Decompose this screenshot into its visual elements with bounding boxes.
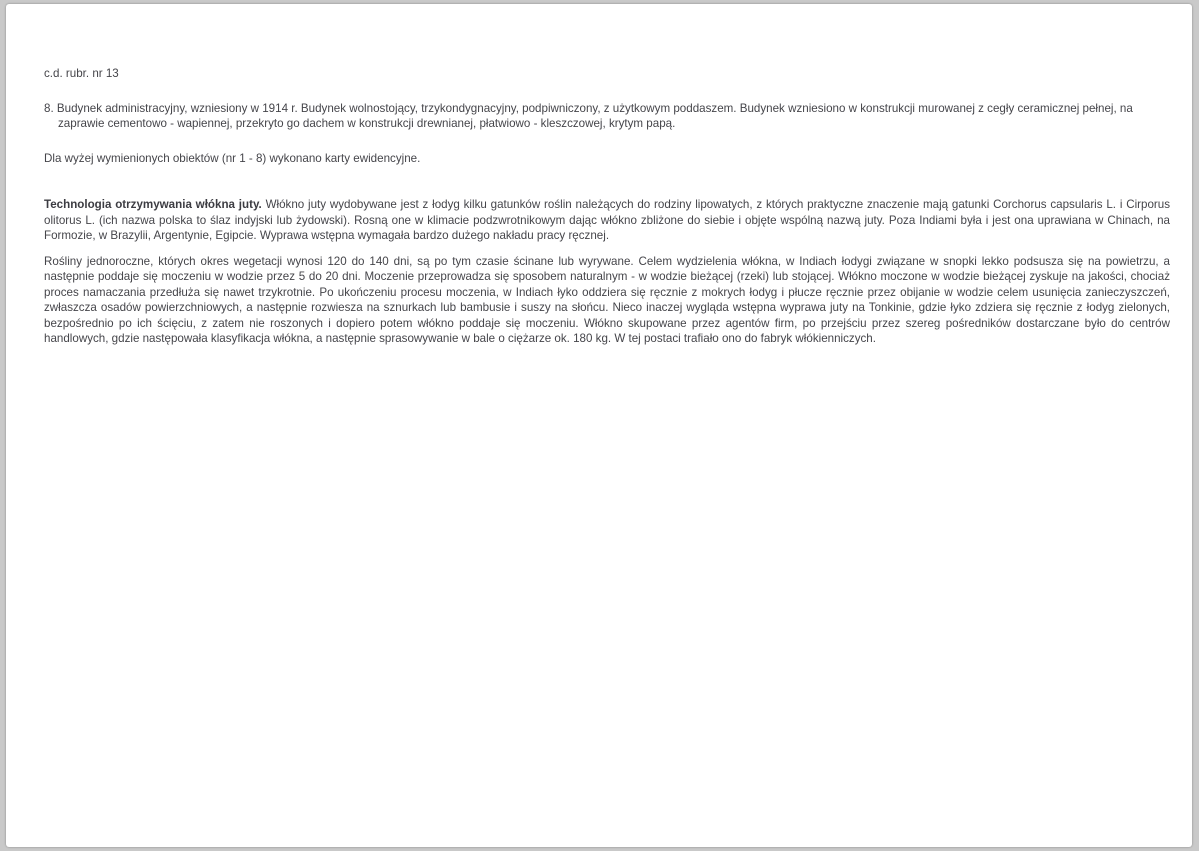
section-title: Technologia otrzymywania włókna juty. (44, 198, 262, 211)
section-paragraph-1: Włókno juty wydobywane jest z łodyg kilku gatunków roślin należących do rodziny lipowatych, z których praktyczne znaczenie mają gatunki Corchorus capsularis L. i Cirporus olitorus L. (ich nazwa polska to ślaz indyjski lub żydowski). Rosną one w klimacie podzwrotnikowym dając włókno zbliżone do siebie i objęte wspólną nazwą juty. Poza Indiami była i jest ona uprawiana w Chinach, na Formozie, w Brazylii, Argentynie, Egipcie. Wyprawa wstępna wymagała bardzo dużego nakładu pracy ręcznej. (44, 198, 1171, 242)
section-paragraph-2: Rośliny jednoroczne, których okres wegetacji wynosi 120 do 140 dni, są po tym czasie ścinane lub wyrywane. Celem wydzielenia włókna, w Indiach łodygi związane w snopki lekko podsusza się na powietrzu, a następnie poddaje się moczeniu w wodzie przez 5 do 20 dni. Moczenie przeprowadza się sposobem naturalnym - w wodzie bieżącej (rzeki) lub stojącej. Włókno moczone w wodzie bieżącej zyskuje na jakości, chociaż proces namaczania przedłuża się nawet trzykrotnie. Po ukończeniu procesu moczenia, w Indiach łyko oddziera się ręcznie z mokrych łodyg i płucze ręcznie przez obijanie w wodzie celem usunięcia zanieczyszczeń, zwłaszcza osadów powierzchniowych, a następnie rozwiesza na sznurkach lub bambusie i suszy na słońcu. Nieco inaczej wygląda wstępna wyprawa juty na Tonkinie, gdzie łyko zdziera się ręcznie z łodyg zielonych, bezpośrednio po ich ścięciu, z zatem nie roszonych i dopiero potem włókno poddaje się moczeniu. Włókno skupowane przez agentów firm, po przejściu przez szereg pośredników dostarczane było do centrów handlowych, gdzie następowała klasyfikacja włókna, a następnie sprasowywanie w bale o ciężarze ok. 180 kg. W tej postaci trafiało ono do fabryk włókienniczych. (44, 254, 1170, 345)
registry-note: Dla wyżej wymienionych obiektów (nr 1 - 8) wykonano karty ewidencyjne. (44, 151, 421, 165)
document-page (6, 4, 1192, 847)
building-item-8: 8. Budynek administracyjny, wzniesiony w 1914 r. Budynek wolnostojący, trzykondygnacyjny, podpiwniczony, z użytkowym poddaszem. Budynek wzniesiono w konstrukcji murowanej z cegły ceramicznej pełnej, na zaprawie cementowo - wapiennej, przekryto go dachem w konstrukcji drewnianej, płatwiowo - kleszczowej, krytym papą. (44, 101, 1133, 130)
document-body (44, 66, 1170, 357)
jute-technology-paragraph (44, 197, 1170, 244)
rubric-reference: c.d. rubr. nr 13 (44, 67, 119, 80)
